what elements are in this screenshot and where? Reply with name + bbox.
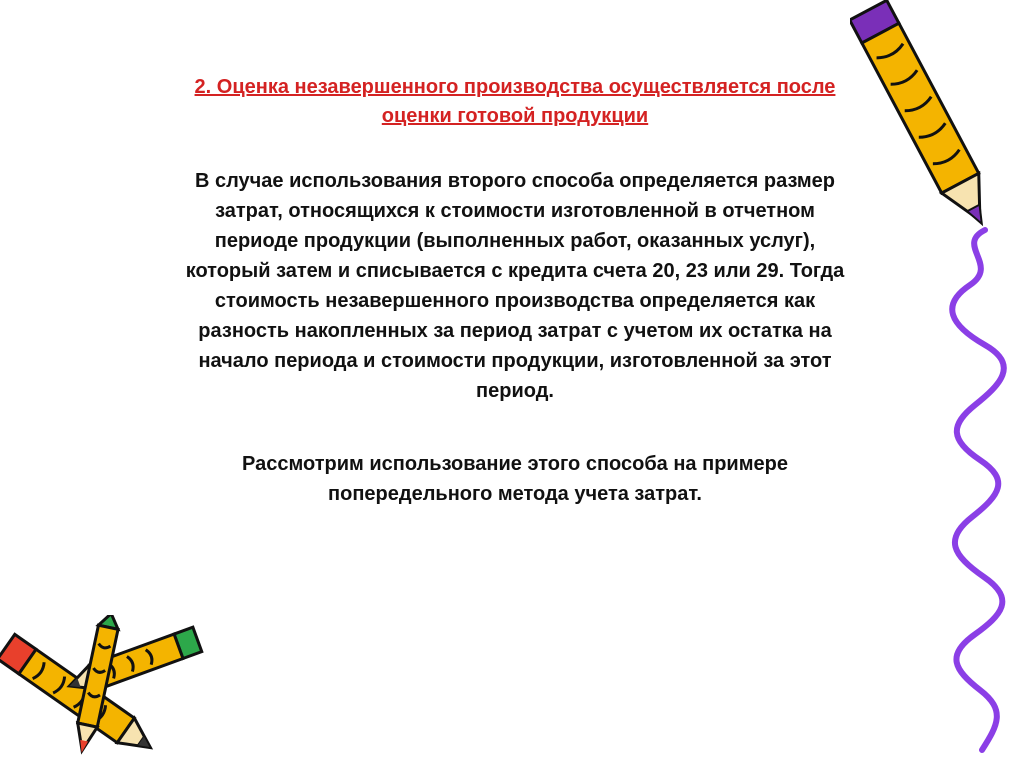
body-line-1: В случае использования второго способа определяется размер bbox=[194, 170, 836, 192]
crossed-pencils-icon bbox=[0, 615, 210, 767]
body-paragraph bbox=[60, 166, 970, 406]
body-line-4: который затем и списывается с кредита счета 20, 23 или 29. Тогда bbox=[185, 260, 845, 282]
body-line-2: затрат, относящихся к стоимости изготовленной в отчетном bbox=[215, 200, 815, 222]
body-line-7: начало периода и стоимости продукции, изготовленной за этот bbox=[198, 350, 832, 372]
heading-line-1: 2. Оценка незавершенного производства осуществляется после bbox=[194, 76, 836, 98]
body-line-8: период. bbox=[476, 380, 554, 402]
heading-line-2: оценки готовой продукции bbox=[381, 105, 649, 127]
closing-line-2: попередельного метода учета затрат. bbox=[328, 483, 702, 505]
closing-paragraph bbox=[60, 449, 970, 509]
body-line-5: стоимость незавершенного производства определяется как bbox=[214, 290, 816, 312]
squiggle-line-icon bbox=[940, 225, 1010, 755]
closing-line-1: Рассмотрим использование этого способа на примере bbox=[242, 453, 788, 475]
slide-heading bbox=[70, 73, 960, 131]
body-line-6: разность накопленных за период затрат с учетом их остатка на bbox=[198, 320, 832, 342]
body-line-3: периоде продукции (выполненных работ, оказанных услуг), bbox=[214, 230, 816, 252]
pencil-icon bbox=[850, 0, 1010, 245]
